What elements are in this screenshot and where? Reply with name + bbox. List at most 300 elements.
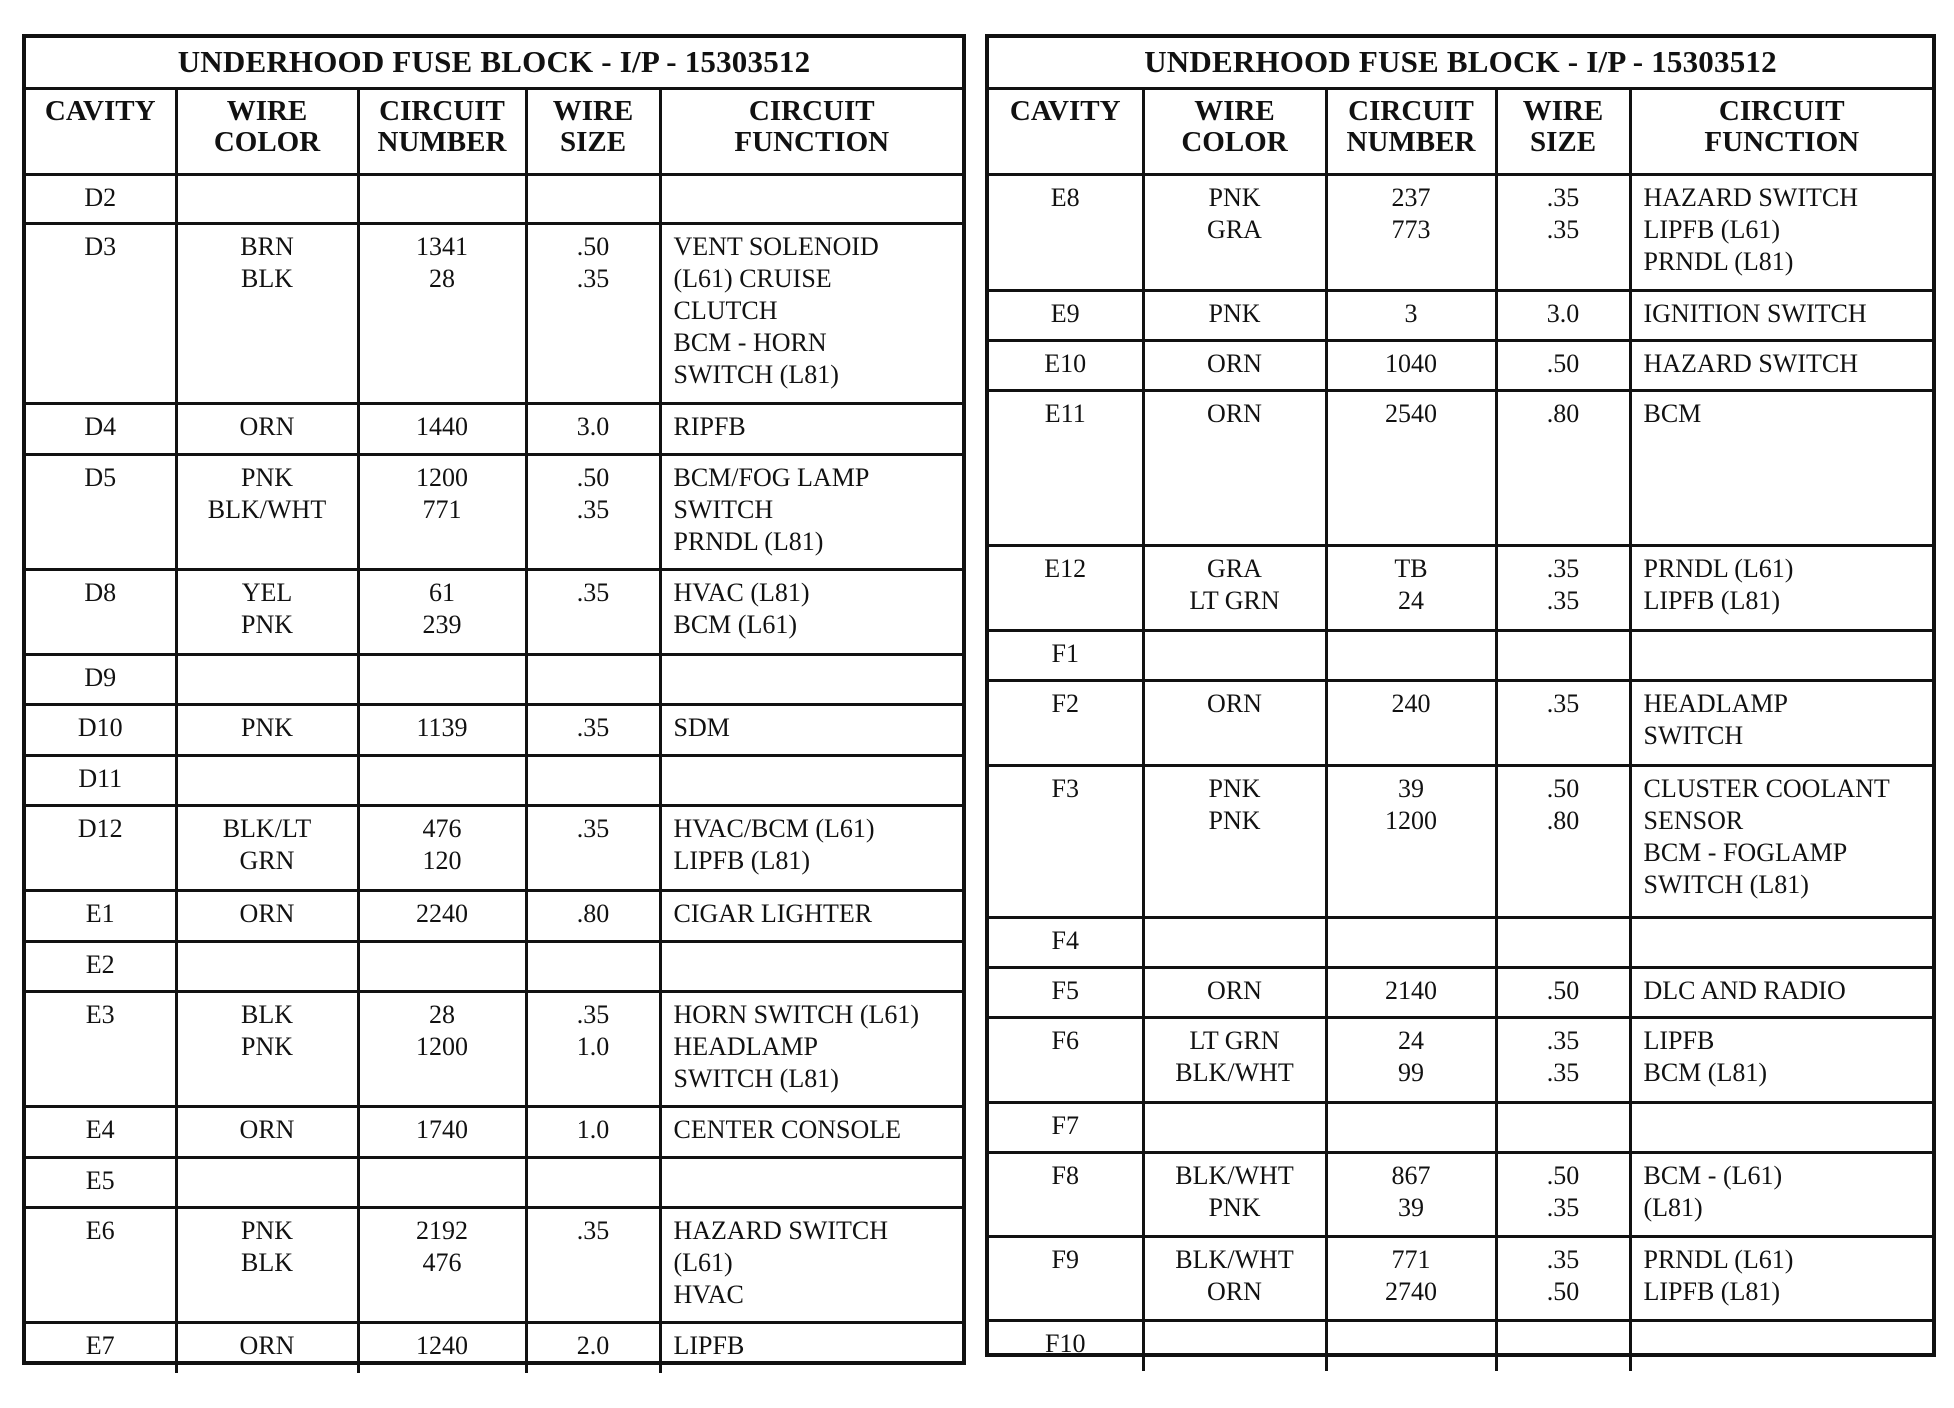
- wire-size-line: 2.0: [576, 1330, 610, 1360]
- wire-color-cell: [1143, 545, 1326, 630]
- circuit-function-cell: [1630, 1017, 1932, 1102]
- circuit-function-cell: [1630, 630, 1932, 680]
- table-row: [26, 704, 962, 755]
- cavity-cell: D3: [26, 223, 176, 403]
- wire-size-line: .35: [576, 263, 610, 293]
- cavity-cell: E6: [26, 1207, 176, 1322]
- circuit-function-cell: [1630, 1102, 1932, 1152]
- column-header-line: SIZE: [1529, 125, 1597, 158]
- table-row: [26, 755, 962, 805]
- cavity-cell: D4: [26, 403, 176, 454]
- circuit-function-line: BCM - HORN: [673, 327, 827, 357]
- cavity-cell: E12: [989, 545, 1143, 630]
- circuit-number-line: 24: [1398, 1025, 1424, 1055]
- circuit-function-cell: [1630, 1152, 1932, 1236]
- wire-color-cell: [1143, 390, 1326, 545]
- circuit-number-line: 240: [1391, 688, 1431, 718]
- table-row: [989, 680, 1932, 765]
- wire-size-line: .50: [1546, 1276, 1580, 1306]
- circuit-number-cell: [1326, 390, 1496, 545]
- circuit-function-cell: [1630, 680, 1932, 765]
- circuit-function-cell: [660, 654, 962, 704]
- wire-size-line: .50: [1546, 1160, 1580, 1190]
- wire-size-cell: [1496, 340, 1630, 390]
- circuit-function-line: CIGAR LIGHTER: [673, 898, 873, 928]
- wire-color-line: ORN: [1207, 688, 1262, 718]
- column-header: [660, 88, 962, 174]
- wire-color-line: PNK: [1208, 1192, 1261, 1222]
- circuit-number-cell: [1326, 1017, 1496, 1102]
- circuit-number-cell: [358, 991, 526, 1106]
- circuit-function-cell: [660, 1106, 962, 1157]
- wire-size-line: .35: [1546, 1025, 1580, 1055]
- cavity-cell: E7: [26, 1322, 176, 1373]
- circuit-number-line: 771: [1391, 1244, 1431, 1274]
- circuit-number-line: 237: [1391, 182, 1431, 212]
- circuit-number-line: 1040: [1385, 348, 1437, 378]
- circuit-number-cell: [1326, 340, 1496, 390]
- table-row: [26, 403, 962, 454]
- table-row: [989, 1236, 1932, 1320]
- right-fuse-table-body: [989, 38, 1932, 1371]
- wire-size-line: .35: [1546, 1192, 1580, 1222]
- circuit-number-cell: [1326, 630, 1496, 680]
- circuit-number-line: 2140: [1385, 975, 1437, 1005]
- table-row: [989, 340, 1932, 390]
- wire-size-line: .50: [1546, 773, 1580, 803]
- cavity-cell: E9: [989, 290, 1143, 340]
- circuit-number-cell: [358, 805, 526, 890]
- wire-size-line: .35: [576, 1215, 610, 1245]
- table-row: [989, 1017, 1932, 1102]
- circuit-number-cell: [358, 654, 526, 704]
- circuit-number-line: 773: [1391, 214, 1431, 244]
- wire-color-line: YEL: [241, 577, 293, 607]
- column-header-line: COLOR: [1181, 125, 1288, 158]
- circuit-function-line: LIPFB (L81): [673, 845, 810, 875]
- table-title: UNDERHOOD FUSE BLOCK - I/P - 15303512: [989, 38, 1932, 88]
- circuit-number-line: 2240: [416, 898, 468, 928]
- column-header-line: WIRE: [552, 94, 634, 127]
- wire-color-line: ORN: [1207, 975, 1262, 1005]
- wire-size-cell: [1496, 545, 1630, 630]
- circuit-function-cell: [660, 174, 962, 223]
- wire-color-cell: [1143, 630, 1326, 680]
- cavity-cell: E2: [26, 941, 176, 991]
- cavity-cell: F9: [989, 1236, 1143, 1320]
- wire-color-cell: [1143, 1236, 1326, 1320]
- circuit-function-line: LIPFB (L81): [1643, 1276, 1780, 1306]
- circuit-number-line: 239: [422, 609, 462, 639]
- column-header-line: COLOR: [213, 125, 321, 158]
- circuit-function-line: SENSOR: [1643, 805, 1744, 835]
- table-row: [989, 174, 1932, 290]
- circuit-number-cell: [358, 1106, 526, 1157]
- wire-size-cell: [1496, 1320, 1630, 1371]
- wire-color-cell: [176, 569, 358, 654]
- wire-color-cell: [1143, 340, 1326, 390]
- circuit-number-cell: [358, 174, 526, 223]
- wire-size-line: 1.0: [576, 1114, 610, 1144]
- wire-color-line: LT GRN: [1189, 1025, 1280, 1055]
- circuit-number-cell: [1326, 174, 1496, 290]
- table-title-row: [26, 38, 962, 88]
- wire-size-line: .35: [576, 494, 610, 524]
- column-header: [1496, 88, 1630, 174]
- wire-size-cell: [1496, 290, 1630, 340]
- wire-color-cell: [1143, 765, 1326, 917]
- wire-color-line: PNK: [1208, 298, 1261, 328]
- circuit-number-line: 476: [422, 1247, 462, 1277]
- wire-color-line: GRA: [1207, 553, 1262, 583]
- wire-color-cell: [176, 1207, 358, 1322]
- wire-size-line: 3.0: [1546, 298, 1580, 328]
- left-fuse-table-body: [26, 38, 962, 1373]
- circuit-function-line: HAZARD SWITCH: [1643, 348, 1858, 378]
- wire-color-line: PNK: [1208, 182, 1261, 212]
- circuit-function-line: DLC AND RADIO: [1643, 975, 1846, 1005]
- circuit-function-line: BCM (L61): [673, 609, 797, 639]
- cavity-cell: D8: [26, 569, 176, 654]
- wire-size-cell: [1496, 390, 1630, 545]
- wire-color-line: ORN: [239, 1114, 295, 1144]
- circuit-function-line: SWITCH (L81): [1643, 869, 1809, 899]
- wire-size-line: 3.0: [576, 411, 610, 441]
- circuit-function-line: (L81): [1643, 1192, 1703, 1222]
- circuit-function-line: SWITCH (L81): [673, 1063, 839, 1093]
- circuit-number-line: 1341: [416, 231, 468, 261]
- wire-color-cell: [1143, 967, 1326, 1017]
- circuit-number-line: TB: [1394, 553, 1428, 583]
- circuit-number-line: 867: [1391, 1160, 1431, 1190]
- circuit-number-cell: [1326, 680, 1496, 765]
- circuit-number-line: 24: [1398, 585, 1424, 615]
- column-header: [989, 88, 1143, 174]
- table-row: [26, 223, 962, 403]
- table-row: [989, 630, 1932, 680]
- wire-size-cell: [526, 1207, 660, 1322]
- circuit-function-line: PRNDL (L61): [1643, 1244, 1794, 1274]
- column-header-line: WIRE: [226, 94, 308, 127]
- wire-color-line: GRN: [239, 845, 295, 875]
- cavity-cell: D12: [26, 805, 176, 890]
- wire-color-line: GRA: [1207, 214, 1262, 244]
- wire-size-cell: [526, 1157, 660, 1207]
- wire-color-cell: [176, 941, 358, 991]
- wire-size-line: .80: [576, 898, 610, 928]
- circuit-number-cell: [1326, 1320, 1496, 1371]
- table-row: [26, 941, 962, 991]
- table-row: [989, 290, 1932, 340]
- table-row: [989, 917, 1932, 967]
- circuit-number-cell: [1326, 967, 1496, 1017]
- circuit-number-line: 61: [429, 577, 455, 607]
- circuit-function-cell: [1630, 545, 1932, 630]
- wire-size-line: .35: [576, 999, 610, 1029]
- wire-color-cell: [176, 991, 358, 1106]
- circuit-function-line: RIPFB: [673, 411, 746, 441]
- wire-size-cell: [1496, 1152, 1630, 1236]
- wire-color-cell: [176, 1157, 358, 1207]
- circuit-function-line: HVAC (L81): [673, 577, 810, 607]
- cavity-cell: D10: [26, 704, 176, 755]
- circuit-function-cell: [660, 1322, 962, 1373]
- circuit-function-cell: [1630, 1320, 1932, 1371]
- circuit-function-cell: [1630, 340, 1932, 390]
- table-row: [26, 654, 962, 704]
- cavity-cell: D5: [26, 454, 176, 569]
- circuit-function-line: BCM (L81): [1643, 1057, 1767, 1087]
- circuit-number-cell: [358, 1207, 526, 1322]
- wire-size-cell: [526, 890, 660, 941]
- circuit-function-cell: [660, 223, 962, 403]
- wire-color-line: ORN: [239, 1330, 295, 1360]
- wire-size-cell: [526, 1106, 660, 1157]
- cavity-cell: F4: [989, 917, 1143, 967]
- circuit-number-cell: [358, 569, 526, 654]
- table-row: [989, 765, 1932, 917]
- circuit-number-line: 771: [422, 494, 462, 524]
- table-row: [26, 1106, 962, 1157]
- wire-color-cell: [1143, 917, 1326, 967]
- circuit-number-cell: [358, 223, 526, 403]
- wire-size-cell: [526, 454, 660, 569]
- wire-size-line: .35: [1546, 182, 1580, 212]
- table-row: [26, 569, 962, 654]
- wire-color-cell: [176, 704, 358, 755]
- wire-size-cell: [1496, 630, 1630, 680]
- wire-size-line: .35: [576, 712, 610, 742]
- table-row: [989, 1102, 1932, 1152]
- column-header: [1630, 88, 1932, 174]
- cavity-cell: F7: [989, 1102, 1143, 1152]
- wire-size-line: 1.0: [576, 1031, 610, 1061]
- column-header-line: FUNCTION: [734, 125, 890, 158]
- circuit-function-line: HAZARD SWITCH: [673, 1215, 888, 1245]
- table-row: [989, 967, 1932, 1017]
- wire-color-cell: [176, 223, 358, 403]
- wire-color-cell: [176, 1322, 358, 1373]
- circuit-function-cell: [1630, 174, 1932, 290]
- wire-size-line: .35: [1546, 214, 1580, 244]
- wire-color-cell: [1143, 1017, 1326, 1102]
- circuit-number-line: 476: [422, 813, 462, 843]
- circuit-function-cell: [660, 755, 962, 805]
- column-header: [1143, 88, 1326, 174]
- circuit-number-cell: [1326, 1152, 1496, 1236]
- wire-size-line: .35: [1546, 1244, 1580, 1274]
- circuit-number-cell: [358, 890, 526, 941]
- circuit-function-line: SWITCH (L81): [673, 359, 839, 389]
- circuit-number-line: 1440: [416, 411, 468, 441]
- wire-size-cell: [526, 755, 660, 805]
- wire-color-line: PNK: [240, 462, 293, 492]
- column-header-row: [26, 88, 962, 174]
- wire-size-line: .35: [1546, 585, 1580, 615]
- wire-color-line: PNK: [1208, 805, 1261, 835]
- cavity-cell: E1: [26, 890, 176, 941]
- circuit-function-line: BCM - (L61): [1643, 1160, 1783, 1190]
- circuit-function-cell: [660, 890, 962, 941]
- circuit-number-cell: [358, 941, 526, 991]
- table-row: [26, 805, 962, 890]
- table-row: [26, 1322, 962, 1373]
- circuit-number-line: 2740: [1385, 1276, 1437, 1306]
- circuit-function-line: HVAC/BCM (L61): [673, 813, 875, 843]
- circuit-number-cell: [1326, 765, 1496, 917]
- wire-size-cell: [526, 941, 660, 991]
- wire-color-line: BLK/WHT: [1175, 1244, 1294, 1274]
- wire-size-line: .35: [1546, 553, 1580, 583]
- circuit-function-line: HAZARD SWITCH: [1643, 182, 1858, 212]
- circuit-function-line: SDM: [673, 712, 730, 742]
- wire-size-cell: [1496, 680, 1630, 765]
- wire-size-cell: [1496, 174, 1630, 290]
- right-fuse-table-panel: [985, 34, 1936, 1357]
- circuit-number-cell: [358, 755, 526, 805]
- wire-size-cell: [526, 223, 660, 403]
- wire-color-cell: [176, 1106, 358, 1157]
- circuit-function-line: IGNITION SWITCH: [1643, 298, 1867, 328]
- wire-size-line: .50: [576, 462, 610, 492]
- circuit-function-cell: [1630, 1236, 1932, 1320]
- wire-size-cell: [526, 991, 660, 1106]
- wire-color-cell: [1143, 290, 1326, 340]
- wire-color-line: BLK/WHT: [207, 494, 327, 524]
- cavity-cell: E10: [989, 340, 1143, 390]
- circuit-number-cell: [358, 1322, 526, 1373]
- circuit-number-cell: [358, 704, 526, 755]
- wire-color-cell: [176, 454, 358, 569]
- column-header: [26, 88, 176, 174]
- wire-color-line: BLK/WHT: [1175, 1160, 1294, 1190]
- circuit-number-cell: [358, 1157, 526, 1207]
- table-row: [26, 890, 962, 941]
- circuit-function-cell: [1630, 917, 1932, 967]
- circuit-function-line: LIPFB: [1643, 1025, 1715, 1055]
- cavity-cell: F6: [989, 1017, 1143, 1102]
- circuit-function-cell: [1630, 967, 1932, 1017]
- circuit-function-line: (L61) CRUISE: [673, 263, 832, 293]
- wire-color-line: BRN: [240, 231, 294, 261]
- wire-color-line: PNK: [240, 609, 293, 639]
- column-header-line: CIRCUIT: [1718, 94, 1845, 127]
- table-row: [26, 174, 962, 223]
- wire-size-line: .35: [1546, 1057, 1580, 1087]
- left-fuse-table: [26, 38, 962, 1373]
- column-header-line: NUMBER: [377, 125, 507, 158]
- circuit-number-line: 1240: [416, 1330, 468, 1360]
- right-fuse-table: [989, 38, 1932, 1371]
- cavity-cell: D2: [26, 174, 176, 223]
- circuit-number-line: 28: [429, 999, 455, 1029]
- table-row: [989, 1152, 1932, 1236]
- table-row: [26, 991, 962, 1106]
- wire-color-cell: [176, 805, 358, 890]
- circuit-function-line: LIPFB: [673, 1330, 745, 1360]
- wire-color-line: BLK: [241, 1247, 293, 1277]
- wire-size-cell: [526, 805, 660, 890]
- cavity-cell: F8: [989, 1152, 1143, 1236]
- circuit-function-cell: [660, 454, 962, 569]
- cavity-cell: E8: [989, 174, 1143, 290]
- circuit-function-line: PRNDL (L81): [1643, 246, 1794, 276]
- circuit-function-cell: [660, 704, 962, 755]
- column-header-line: CIRCUIT: [748, 94, 875, 127]
- wire-color-line: ORN: [239, 411, 295, 441]
- wire-color-line: BLK/LT: [222, 813, 312, 843]
- circuit-function-cell: [660, 805, 962, 890]
- wire-size-line: .35: [576, 577, 610, 607]
- circuit-function-line: CLUSTER COOLANT: [1643, 773, 1890, 803]
- circuit-number-cell: [358, 454, 526, 569]
- circuit-function-cell: [660, 1207, 962, 1322]
- circuit-number-cell: [1326, 1102, 1496, 1152]
- table-row: [26, 454, 962, 569]
- cavity-cell: F2: [989, 680, 1143, 765]
- wire-color-line: LT GRN: [1189, 585, 1280, 615]
- circuit-function-cell: [660, 569, 962, 654]
- wire-color-line: ORN: [1207, 1276, 1262, 1306]
- circuit-number-line: 28: [429, 263, 455, 293]
- wire-size-cell: [1496, 967, 1630, 1017]
- wire-color-line: PNK: [240, 1031, 293, 1061]
- column-header: [176, 88, 358, 174]
- cavity-cell: F10: [989, 1320, 1143, 1371]
- wire-color-line: BLK/WHT: [1175, 1057, 1294, 1087]
- wire-size-cell: [526, 1322, 660, 1373]
- circuit-function-line: HEADLAMP: [673, 1031, 818, 1061]
- cavity-cell: E3: [26, 991, 176, 1106]
- table-row: [989, 545, 1932, 630]
- circuit-function-cell: [1630, 390, 1932, 545]
- wire-size-cell: [526, 704, 660, 755]
- cavity-cell: E11: [989, 390, 1143, 545]
- circuit-function-cell: [1630, 765, 1932, 917]
- column-header: [526, 88, 660, 174]
- circuit-function-cell: [660, 1157, 962, 1207]
- wire-color-cell: [1143, 1320, 1326, 1371]
- circuit-number-line: 1200: [416, 1031, 468, 1061]
- wire-color-line: PNK: [1208, 773, 1261, 803]
- wire-color-cell: [1143, 174, 1326, 290]
- circuit-number-cell: [358, 403, 526, 454]
- circuit-number-cell: [1326, 545, 1496, 630]
- circuit-function-line: HVAC: [673, 1279, 744, 1309]
- circuit-number-line: 1200: [416, 462, 468, 492]
- column-header: [1326, 88, 1496, 174]
- circuit-function-line: BCM - FOGLAMP: [1643, 837, 1848, 867]
- column-header-line: SIZE: [559, 125, 627, 158]
- circuit-function-line: LIPFB (L61): [1643, 214, 1780, 244]
- wire-size-cell: [526, 569, 660, 654]
- wire-size-line: .50: [1546, 975, 1580, 1005]
- cavity-cell: F3: [989, 765, 1143, 917]
- circuit-function-line: SWITCH: [1643, 720, 1744, 750]
- circuit-number-line: 99: [1398, 1057, 1424, 1087]
- circuit-number-cell: [1326, 1236, 1496, 1320]
- column-header: [358, 88, 526, 174]
- wire-color-line: ORN: [1207, 348, 1262, 378]
- wire-color-cell: [176, 403, 358, 454]
- column-header-line: CIRCUIT: [1348, 94, 1474, 127]
- wire-color-line: ORN: [1207, 398, 1262, 428]
- wire-color-cell: [1143, 1152, 1326, 1236]
- circuit-function-line: LIPFB (L81): [1643, 585, 1780, 615]
- wire-color-line: PNK: [240, 712, 293, 742]
- wire-color-cell: [176, 755, 358, 805]
- wire-size-cell: [526, 654, 660, 704]
